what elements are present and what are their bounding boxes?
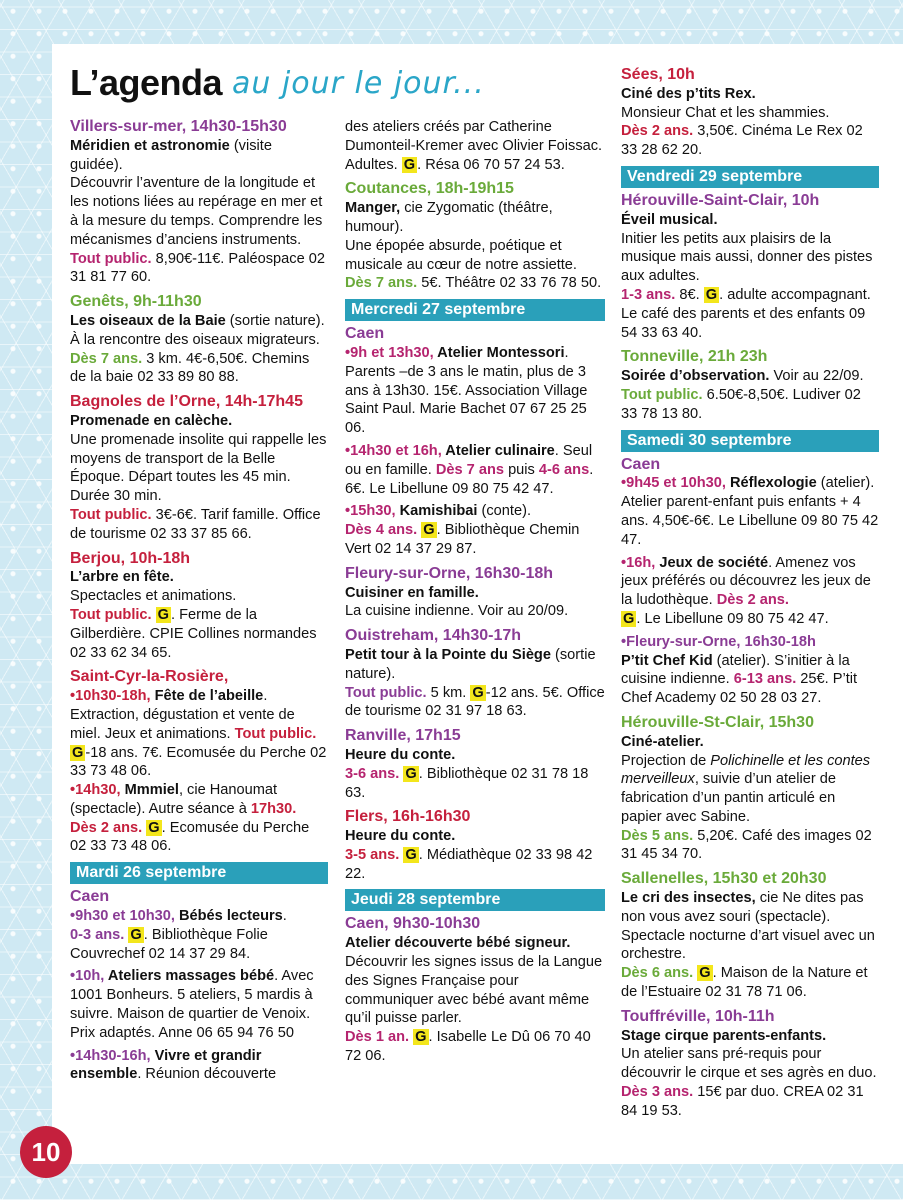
event-info: 15€ par duo. CREA 02 31 84 19 53.: [621, 1084, 864, 1119]
event-place: Bagnoles de l’Orne, 14h-17h45: [70, 393, 303, 411]
day-header: Mardi 26 septembre: [70, 862, 328, 884]
event-time: •9h30 et 10h30,: [70, 908, 175, 925]
event-detail: (visite guidée).: [70, 137, 272, 173]
event-sallenelles: [621, 870, 879, 1002]
event-info: -12 ans. 5€. Office de tourisme 02 31 97 18 63.: [345, 684, 605, 720]
event-place: Flers, 16h-16h30: [345, 808, 471, 826]
event-info: puis: [504, 461, 539, 478]
event-genets: [70, 293, 328, 387]
event-place: •Fleury-sur-Orne,: [621, 633, 741, 650]
age-label: 3-6 ans.: [345, 765, 400, 782]
free-badge: G: [130, 926, 142, 943]
event-place: Touffréville, 10h-11h: [621, 1007, 775, 1025]
event-title: Heure du conte.: [345, 746, 456, 763]
event-time: •16h,: [621, 554, 656, 571]
event-info: -18 ans. 7€. Ecomusée du Perche 02 33 73 48 06.: [70, 744, 327, 780]
age-label: Dès 7 ans.: [70, 350, 143, 367]
event-title: Manger,: [345, 200, 401, 217]
event-herouville2: [621, 714, 879, 864]
audience-label: Tout public.: [70, 606, 152, 623]
event-title: Petit tour à la Pointe du Siège: [345, 646, 551, 663]
event-desc: , suivie d’un atelier de fabrication d’un pantin articulé en papier avec Sabine.: [621, 771, 836, 825]
event-place: Genêts, 9h-11h30: [70, 293, 202, 311]
free-badge: G: [623, 610, 635, 627]
event-title: Ciné-atelier.: [621, 733, 704, 750]
event-info: 5 km.: [426, 684, 471, 701]
age-label: Dès 6 ans.: [621, 965, 694, 982]
event-info: . Amenez vos jeux préférés ou découvrez les jeux de la ludothèque.: [621, 554, 871, 609]
event-bagnoles: [70, 393, 328, 543]
event-fleury: [345, 565, 605, 621]
event-detail: (sortie nature). À la rencontre des oiseaux migrateurs.: [70, 312, 325, 348]
event-title: Éveil musical.: [621, 211, 718, 228]
event-title: Soirée d’observation.: [621, 368, 770, 385]
age-label: 0-3 ans.: [70, 926, 125, 943]
event-info: . Seul ou en famille.: [345, 442, 593, 478]
event-info: 3€-6€. Tarif famille. Office de tourisme 02 33 37 85 66.: [70, 506, 321, 542]
free-badge: G: [403, 156, 416, 173]
age-label: Dès 2 ans.: [621, 123, 694, 140]
event-title: Le cri des insectes,: [621, 890, 756, 907]
event-place: Berjou, 10h-18h: [70, 549, 191, 567]
event-place: Caen: [345, 325, 385, 343]
event-time: •9h et 13h30,: [345, 344, 434, 361]
event-place: Sallenelles, 15h30 et 20h30: [621, 870, 827, 888]
event-berjou: [70, 550, 328, 663]
event-touffreville: [621, 1008, 879, 1121]
event-title: Bébés lecteurs: [174, 908, 283, 925]
event-time: •14h30 et 16h,: [345, 442, 442, 459]
event-caen-jeudi: [345, 915, 605, 1065]
event-title: Atelier culinaire: [441, 442, 555, 459]
event-place: Sées, 10h: [621, 66, 695, 83]
event-desc: Monsieur Chat et les shammies.: [621, 104, 830, 121]
event-info: . Réunion découverte: [137, 1066, 277, 1083]
free-badge: G: [157, 606, 170, 623]
event-info: . Ferme de la Gilberdière. CPIE Collines normandes 02 33 62 34 65.: [70, 606, 317, 661]
event-title: Mmmiel: [120, 782, 179, 799]
event-info: . Avec 1001 Bonheurs. 5 ateliers, 5 mardis à suivre. Maison de quartier de Venoix. Prix adaptés. Anne 06 65 94 76 50: [70, 968, 314, 1041]
event-place: Coutances, 18h-19h15: [345, 180, 514, 198]
column-3: [621, 66, 879, 1121]
event-title: Ateliers massages bébé: [104, 968, 275, 985]
event-ouistreham: [345, 627, 605, 721]
event-title: Heure du conte.: [345, 828, 456, 845]
event-desc: Spectacles et animations.: [70, 588, 237, 605]
event-place: Caen: [621, 455, 661, 473]
event-title: Vivre et grandir ensemble: [70, 1047, 262, 1083]
event-info: . Bibliothèque Folie Couvrechef 02 14 37 29 84.: [70, 926, 268, 962]
age-label: Dès 1 an.: [345, 1029, 410, 1046]
event-info: 8,90€-11€. Paléospace 02 31 81 77 60.: [70, 250, 325, 286]
age-label: 4-6 ans: [538, 461, 590, 478]
event-place: Hérouville-Saint-Clair, 10h: [621, 191, 820, 209]
event-desc: Initier les petits aux plaisirs de la musique mais aussi, donner des pistes aux adultes.: [621, 230, 873, 285]
event-info: . Isabelle Le Dû 06 70 40 72 06.: [345, 1029, 591, 1065]
age-label: Dès 7 ans: [435, 461, 505, 478]
event-continued: [345, 118, 605, 174]
event-desc: La cuisine indienne. Voir au 20/09.: [345, 603, 569, 620]
event-ranville: [345, 727, 605, 802]
column-2: [345, 118, 605, 1066]
event-detail: cie Zygomatic (théâtre, humour).: [345, 200, 553, 235]
event-info: 3 km. 4€-6,50€. Chemins de la baie 02 33 89 80 88.: [70, 350, 310, 386]
age-label: Dès 2 ans.: [70, 819, 143, 836]
event-info: . Ecomusée du Perche 02 33 73 48 06.: [70, 819, 310, 855]
day-header: Mercredi 27 septembre: [345, 299, 605, 321]
age-label: Dès 5 ans.: [621, 827, 694, 844]
event-caen-mercredi: [345, 325, 605, 559]
event-info: . Parents –de 3 ans le matin, plus de 3 ans à 13h30. 15€. Association Village Saint Paul. Marie Bachet 07 67 25 25 06.: [345, 344, 588, 437]
event-time: •10h,: [70, 968, 105, 985]
event-time: 17h30.: [250, 800, 297, 817]
event-title: Atelier découverte bébé signeur.: [345, 935, 571, 952]
page-subtitle: au jour le jour...: [232, 66, 485, 101]
film-title: Polichinelle et les contes merveilleux: [621, 752, 871, 788]
event-detail: . Extraction, dégustation et vente de miel. Jeux et animations.: [70, 688, 295, 742]
event-title: Promenade en calèche.: [70, 412, 233, 429]
event-info: (atelier). S’initier à la cuisine indienne.: [621, 652, 850, 688]
event-herouville: [621, 192, 879, 342]
event-tonneville: [621, 348, 879, 423]
free-badge: G: [415, 1029, 427, 1046]
page-number: 10: [20, 1126, 72, 1178]
event-desc: Découvrir les signes issus de la Langue des Signes Française pour communiquer avec bébé avant même qu’il puisse parler.: [345, 954, 603, 1027]
event-title: Jeux de société: [655, 554, 769, 571]
event-place: Fleury-sur-Orne, 16h30-18h: [345, 564, 554, 582]
event-info: . Médiathèque 02 33 98 42 22.: [345, 846, 593, 882]
free-badge: G: [405, 765, 417, 782]
age-label: 3-5 ans.: [345, 846, 400, 863]
event-title: Cuisiner en famille.: [345, 584, 479, 601]
event-time: •15h30,: [345, 503, 396, 520]
event-time: •14h30,: [70, 782, 121, 799]
event-title: Kamishibai: [395, 503, 478, 520]
event-place: Caen, 9h30-10h30: [345, 915, 481, 933]
event-title: Fête de l’abeille: [150, 688, 264, 705]
event-detail: Voir au 22/09.: [769, 368, 864, 385]
event-flers: [345, 808, 605, 883]
column-1: [70, 118, 328, 1084]
event-villers: [70, 118, 328, 287]
event-place: Hérouville-St-Clair, 15h30: [621, 713, 814, 731]
event-detail: (sortie nature).: [345, 646, 596, 682]
event-coutances: [345, 180, 605, 293]
event-time: •14h30-16h,: [70, 1047, 151, 1064]
event-caen-samedi: [621, 456, 879, 708]
event-desc: Découvrir l’aventure de la longitude et les notions liées au repérage en mer et à la mesure du temps. Comprendre les mécanismes d’anciens instruments.: [70, 175, 323, 248]
event-title: P’tit Chef Kid: [621, 652, 713, 669]
event-info: (atelier). Atelier parent-enfant puis enfants + 4 ans. 4,50€-6€. Le Libellune 09 80 75 42 47.: [621, 475, 879, 548]
event-info: . Maison de la Nature et de l’Estuaire 02 31 78 71 06.: [621, 965, 868, 1001]
event-desc: Projection de: [621, 752, 711, 769]
event-title: Méridien et astronomie: [70, 137, 230, 154]
event-detail: , cie Hanoumat (spectacle). Autre séance à: [70, 782, 278, 817]
event-place: Caen: [70, 888, 110, 906]
event-title: Stage cirque parents-enfants.: [621, 1027, 827, 1044]
event-title: Réflexologie: [725, 475, 817, 492]
event-title: L’arbre en fête.: [70, 569, 174, 586]
event-desc: Une épopée absurde, poétique et musicale au cœur de notre assiette.: [345, 237, 577, 273]
event-info: . Bibliothèque Chemin Vert 02 14 37 29 87.: [345, 522, 580, 557]
age-label: Dès 3 ans.: [621, 1084, 694, 1101]
event-place: Saint-Cyr-la-Rosière,: [70, 668, 229, 686]
event-info: 6.50€-8,50€. Ludiver 02 33 78 13 80.: [621, 386, 861, 422]
event-detail: cie Ne dites pas non vous avez souri (spectacle). Spectacle nocturne d’art visuel avec un orchestre.: [621, 890, 875, 963]
audience-label: Tout public.: [234, 725, 317, 742]
event-sees: [621, 66, 879, 160]
event-info: (conte).: [477, 503, 531, 520]
audience-label: Tout public.: [70, 250, 152, 267]
event-info: 5,20€. Café des images 02 31 45 34 70.: [621, 827, 872, 863]
age-label: Dès 7 ans.: [345, 275, 418, 292]
event-desc: Une promenade insolite qui rappelle les moyens de transport de la Belle Époque. Départ toutes les 45 min. Durée 30 min.: [70, 431, 327, 505]
event-info: . 6€. Le Libellune 09 80 75 42 47.: [345, 461, 594, 497]
event-info: . Résa 06 70 57 24 53.: [417, 156, 565, 173]
age-label: 6-13 ans.: [733, 671, 797, 688]
event-info: 25€. P’tit Chef Academy 02 50 28 03 27.: [621, 671, 858, 707]
free-badge: G: [423, 522, 435, 539]
event-place: Ranville, 17h15: [345, 727, 461, 745]
free-badge: G: [705, 286, 718, 303]
audience-label: Tout public.: [621, 386, 703, 403]
day-header: Samedi 30 septembre: [621, 430, 879, 452]
event-time: •10h30-18h,: [70, 688, 151, 705]
free-badge: G: [699, 965, 711, 982]
event-place: Tonneville, 21h 23h: [621, 348, 768, 366]
audience-label: Tout public.: [70, 506, 152, 523]
free-badge: G: [405, 846, 417, 863]
day-header: Jeudi 28 septembre: [345, 889, 605, 911]
age-label: Dès 4 ans.: [345, 522, 418, 539]
event-info: 3,50€. Cinéma Le Rex 02 33 28 62 20.: [621, 123, 863, 159]
event-info: . Le Libellune 09 80 75 42 47.: [636, 610, 829, 627]
event-title: Ciné des p’tits Rex.: [621, 85, 756, 102]
agenda-page: [52, 44, 903, 1164]
free-badge: G: [72, 744, 84, 761]
event-place: Ouistreham, 14h30-17h: [345, 627, 522, 645]
event-info: 5€. Théâtre 02 33 76 78 50.: [417, 275, 602, 292]
free-badge: G: [472, 684, 484, 701]
page-title: L’agenda: [70, 62, 223, 103]
age-label: 1-3 ans.: [621, 286, 676, 303]
event-saintcyr: [70, 668, 328, 856]
event-time: 16h30-18h: [740, 633, 816, 650]
event-desc: Un atelier sans pré-requis pour découvrir le cirque et ses agrès en duo.: [621, 1046, 877, 1082]
event-caen-mardi: Caen •9h30 et 10h30, Bébés lecteurs. 0-3 ans. G . Bibliothèque Folie Couvrechef 02 14 37 29 84. •10h, Ateliers massages bébé. Avec 1001 Bonheurs. 5 ateliers, 5 mardis à suivre. Maison de quartier de Venoix. Prix adaptés. Anne 06 65 94 76 50 •14h30-16h, Vivre et grandir ensemble. Réunion découverte: [70, 888, 328, 1084]
event-place: Villers-sur-mer, 14h30-15h30: [70, 118, 287, 135]
event-title: Atelier Montessori: [433, 344, 565, 361]
event-desc: des ateliers créés par Catherine Dumonteil-Kremer avec Olivier Foissac. Adultes.: [345, 119, 603, 173]
age-label: Dès 2 ans.: [716, 592, 789, 609]
free-badge: G: [148, 819, 160, 836]
audience-label: Tout public.: [345, 684, 427, 701]
event-info: . adulte accompagnant. Le café des parents et des enfants 09 54 33 63 40.: [621, 286, 871, 341]
event-time: •9h45 et 10h30,: [621, 475, 726, 492]
event-info: . Bibliothèque 02 31 78 18 63.: [345, 765, 589, 801]
event-info: 8€.: [675, 286, 704, 303]
day-header: Vendredi 29 septembre: [621, 166, 879, 188]
event-title: Les oiseaux de la Baie: [70, 312, 226, 329]
